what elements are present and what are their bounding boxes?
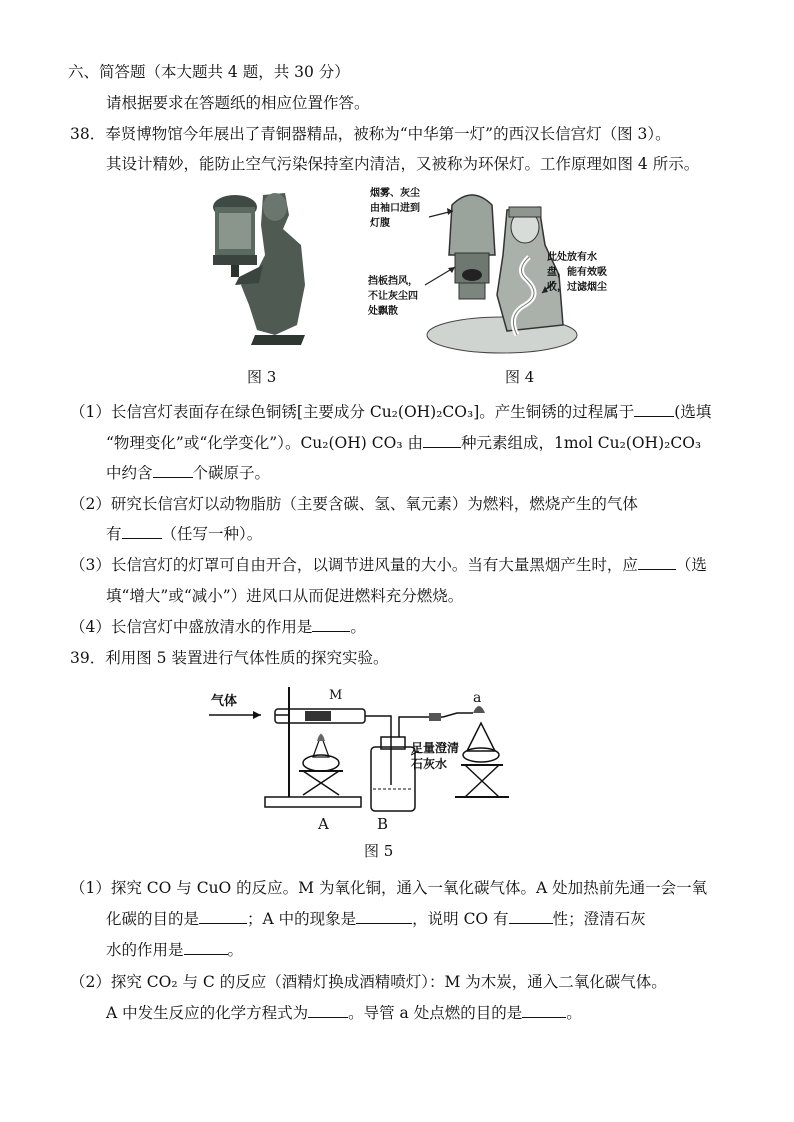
figure-4-label-left-line1: 挡板挡风， xyxy=(368,276,418,287)
q39-part1-text-b: 化碳的目的是 xyxy=(106,910,200,928)
figure-5-apparatus xyxy=(205,685,525,835)
q38-part4-text-b: 。 xyxy=(350,618,366,636)
figure-4-label-left-line2: 不让灰尘四 xyxy=(368,291,418,302)
q39-part1-line1: （1）探究 CO 与 CuO 的反应。M 为氧化铜，通入一氧化碳气体。A 处加热前先通一会一氧 xyxy=(70,879,708,897)
q38-part1-line1 xyxy=(70,402,711,422)
q38-part1-text-f: 个碳原子。 xyxy=(192,464,271,482)
q39-part2-text-c: 。导管 a 处点燃的目的是 xyxy=(348,1004,523,1022)
figure-4-label-top-line1: 烟雾、灰尘 xyxy=(370,188,420,199)
q39-stem: 39．利用图 5 装置进行气体性质的探究实验。 xyxy=(70,649,389,667)
figure-5-label-limewater-line2: 石灰水 xyxy=(411,757,448,771)
q38-part1-line2 xyxy=(106,433,701,453)
q38-part4-line xyxy=(70,617,366,637)
q38-part2-blank[interactable] xyxy=(122,524,162,539)
q38-part2-line1: （2）研究长信宫灯以动物脂肪（主要含碳、氢、氧元素）为燃料，燃烧产生的气体 xyxy=(70,495,638,513)
figure-4-label-right-line3: 收，过滤烟尘 xyxy=(547,282,607,293)
q39-part1-text-e: 性；澄清石灰 xyxy=(552,910,646,928)
section-instruction: 请根据要求在答题纸的相应位置作答。 xyxy=(106,94,370,112)
q38-part4-text-a: （4）长信宫灯中盛放清水的作用是 xyxy=(70,618,313,636)
figure-4-label-right-line1: 此处放有水 xyxy=(547,252,597,263)
q38-part1-text-d: 种元素组成，1mol Cu₂(OH)₂CO₃ xyxy=(460,434,702,452)
q39-part1-text-g: 。 xyxy=(227,941,244,959)
q39-part2-line2 xyxy=(106,1003,582,1023)
q38-part1-blank-1[interactable] xyxy=(634,402,674,417)
q38-part4-blank[interactable] xyxy=(312,617,350,632)
q39-part1-text-c: ；A 中的现象是 xyxy=(247,910,357,928)
q39-part2-text-d: 。 xyxy=(566,1004,582,1022)
q39-part1-blank-4[interactable] xyxy=(184,940,228,955)
q39-part2-line1: （2）探究 CO₂ 与 C 的反应（酒精灯换成酒精喷灯）：M 为木炭，通入二氧化碳气体。 xyxy=(70,973,667,991)
figure-4-label-left-line3: 处飘散 xyxy=(368,306,398,317)
q38-part1-text-c: “物理变化”或“化学变化”）。Cu₂(OH) CO₃ 由 xyxy=(106,434,423,452)
figure-5-label-gas: 气体 xyxy=(211,694,238,709)
q38-part1-text-a: （1）长信宫灯表面存在绿色铜锈[主要成分 Cu₂(OH)₂CO₃]。产生铜锈的过程属于 xyxy=(70,403,635,421)
q38-part1-text-b: (选填 xyxy=(674,403,712,421)
q38-stem-line2: 其设计精妙，能防止空气污染保持室内清洁，又被称为环保灯。工作原理如图 4 所示。 xyxy=(106,155,700,173)
figure-4-principle-diagram xyxy=(367,185,607,357)
q38-part1-blank-3[interactable] xyxy=(153,463,193,478)
q39-part1-text-f: 水的作用是 xyxy=(106,941,184,959)
figure-5-label-M: M xyxy=(329,688,343,703)
q39-part1-line2 xyxy=(106,909,646,929)
q38-part3-text-b: （选 xyxy=(675,556,707,574)
q39-part1-blank-2[interactable] xyxy=(356,909,412,924)
section-title: 六、简答题（本大题共 4 题，共 30 分） xyxy=(68,63,350,81)
q39-part2-blank-1[interactable] xyxy=(308,1003,348,1018)
figure-4-label-top-line2: 由袖口进到 xyxy=(370,203,420,214)
q38-part2-text-c: （任写一种）。 xyxy=(161,525,263,543)
q38-part2-text-b: 有 xyxy=(106,525,122,543)
q39-part1-text-d: ，说明 CO 有 xyxy=(412,910,509,928)
q38-stem-line1: 38．奉贤博物馆今年展出了青铜器精品，被称为“中华第一灯”的西汉长信宫灯（图 3）。 xyxy=(70,125,671,143)
q39-part2-blank-2[interactable] xyxy=(522,1003,566,1018)
figure-4-label-right-line2: 盘，能有效吸 xyxy=(547,267,607,278)
figure-5-label-a: a xyxy=(473,690,482,706)
q39-part1-line3 xyxy=(106,940,243,960)
q39-part1-blank-3[interactable] xyxy=(509,909,553,924)
q38-part3-line1 xyxy=(70,555,707,575)
figure-3-lamp-photo xyxy=(205,185,315,350)
figure-5-caption: 图 5 xyxy=(364,842,394,860)
q38-part2-line2 xyxy=(106,524,262,544)
q38-part1-line3 xyxy=(106,463,270,483)
figure-3-caption: 图 3 xyxy=(247,368,277,386)
figure-4-caption: 图 4 xyxy=(505,368,535,386)
q38-part3-text-a: （3）长信宫灯的灯罩可自由开合，以调节进风量的大小。当有大量黑烟产生时，应 xyxy=(70,556,638,574)
q38-part3-line2: 填“增大”或“减小”）进风口从而促进燃料充分燃烧。 xyxy=(106,587,464,605)
q38-part1-blank-2[interactable] xyxy=(423,433,461,448)
figure-5-label-B: B xyxy=(377,815,389,833)
q38-part1-text-e: 中约含 xyxy=(106,464,153,482)
figure-5-label-A: A xyxy=(318,815,329,833)
figure-4-label-top-line3: 灯腹 xyxy=(370,218,390,229)
figure-5-label-limewater-line1: 足量澄清 xyxy=(411,741,460,755)
q39-part2-text-b: A 中发生反应的化学方程式为 xyxy=(106,1004,309,1022)
q38-part3-blank[interactable] xyxy=(638,555,676,570)
q39-part1-blank-1[interactable] xyxy=(199,909,247,924)
